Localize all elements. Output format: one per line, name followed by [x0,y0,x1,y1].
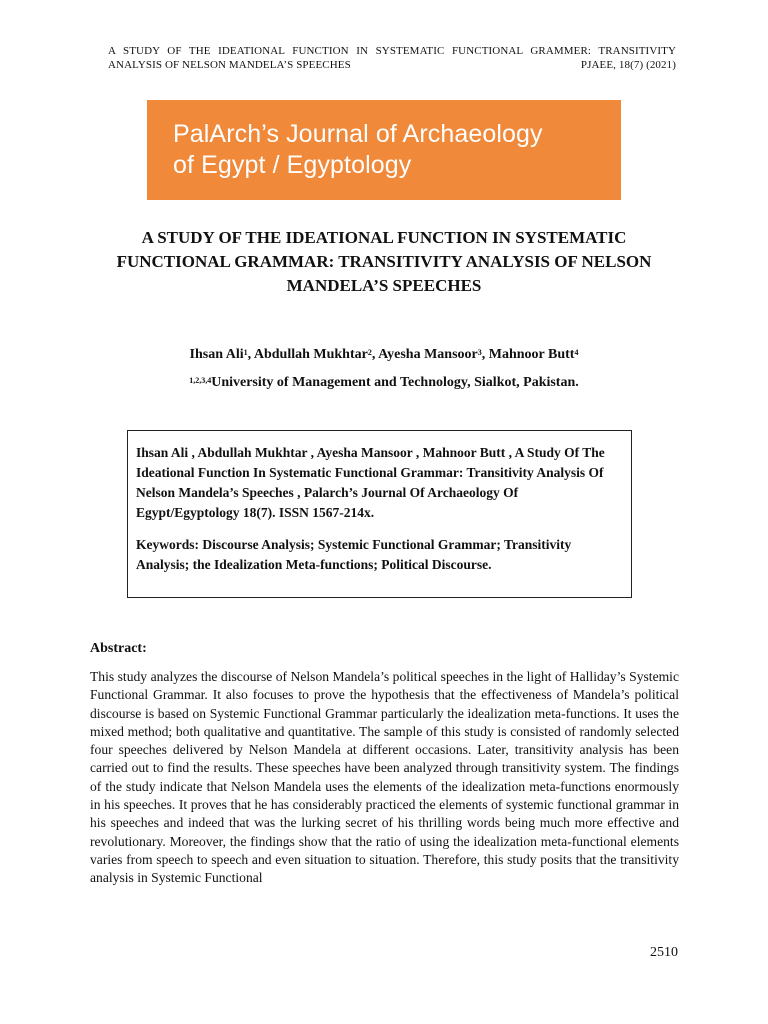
author-name: Ayesha Mansoor [378,347,478,362]
author-name: Ihsan Ali [189,347,244,362]
affiliation-text: University of Management and Technology, Sialkot, Pakistan. [211,375,579,390]
author-affiliation-marker: 3 [477,348,482,357]
journal-banner [147,100,621,200]
page-number: 2510 [650,945,678,960]
keywords: Keywords: Discourse Analysis; Systemic Functional Grammar; Transitivity Analysis; the Idealization Meta-functions; Political Discourse. [136,537,572,572]
author-affiliation-marker: 1 [243,348,248,357]
paper-title-line1: A STUDY OF THE IDEATIONAL FUNCTION IN SYSTEMATIC [141,228,627,247]
running-header-line2 [108,58,676,72]
affiliation [90,374,678,392]
paper-title [90,226,678,298]
author-affiliation-marker: 4 [574,348,579,357]
citation-box [127,430,632,598]
abstract-body: This study analyzes the discourse of Nelson Mandela’s political speeches in the light of Halliday’s Systemic Functional Grammar. It also focuses to prove the hypothesis that the effectiveness of Mandela’s political discourse is based on Systemic Functional Grammar particularly the idealization meta-functions. It uses the mixed method; both qualitative and quantitative. The sample of this study is consisted of randomly selected four speeches delivered by Nelson Mandela at different occasions. Later, transitivity analysis has been carried out to find the results. These speeches have been analyzed through transitivity system. The findings of the study indicate that Nelson Mandela uses the elements of the idealization meta-functions enormously in his speeches. It proves that he has considerably practiced the elements of systemic functional grammar in his speeches and indeed that was the lurking secret of his thrilling words being much more effective and revolutionary. Moreover, the findings show that the ratio of using the idealization meta-functional elements varies from speech to speech and even situation to situation. Therefore, this study posits that the transitivity analysis in Systemic Functional [90,669,679,886]
journal-banner-line2: of Egypt / Egyptology [173,151,412,179]
author-affiliation-marker: 2 [367,348,372,357]
running-header-title: A STUDY OF THE IDEATIONAL FUNCTION IN SYSTEMATIC FUNCTIONAL GRAMMER: TRANSITIVITY [108,45,676,57]
abstract-heading: Abstract: [90,641,147,656]
running-header [108,44,676,72]
affiliation-marker: 1,2,3,4 [189,376,212,385]
paper-title-line2: FUNCTIONAL GRAMMAR: TRANSITIVITY ANALYSIS OF NELSON [116,252,652,271]
author-list: Ihsan Ali$^1$, Abdullah Mukhtar$^2$, Ayesha Mansoor$^3$, Mahnoor Butt$^4$ [189,347,579,362]
paper-title-line3: MANDELA’S SPEECHES [286,276,482,295]
author-name: Abdullah Mukhtar [253,347,368,362]
journal-banner-line1: PalArch’s Journal of Archaeology [173,120,543,148]
author-name: Mahnoor Butt [488,347,575,362]
running-header-journal-ref: PJAEE, 18(7) (2021) [580,59,676,71]
running-header-subtitle: ANALYSIS OF NELSON MANDELA’S SPEECHES [108,59,351,71]
citation-text: Ihsan Ali , Abdullah Mukhtar , Ayesha Mansoor , Mahnoor Butt , A Study Of The Ideational Function In Systematic Functional Grammar: Transitivity Analysis Of Nelson Mandela’s Speeches , Palarch’s Journal Of Archaeology Of Egypt/Egyptology 18(7). ISSN 1567-214x. [136,445,605,520]
